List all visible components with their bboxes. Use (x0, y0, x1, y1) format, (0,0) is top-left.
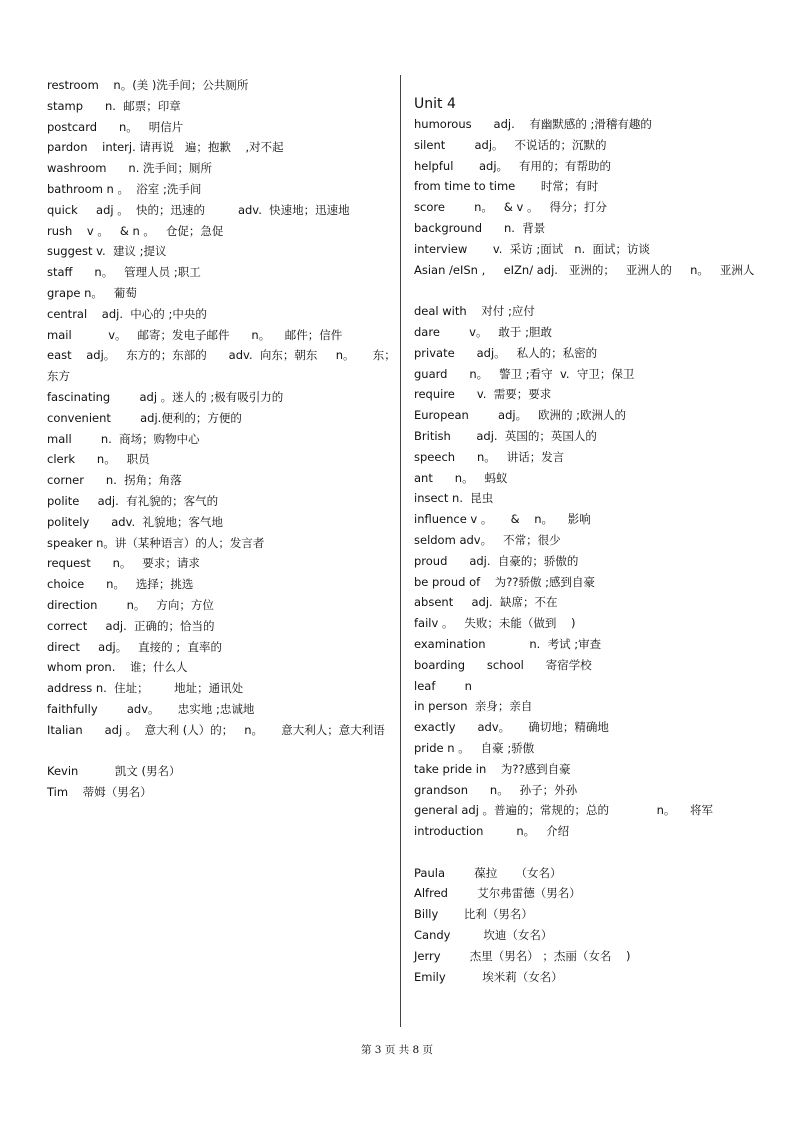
blank-line (414, 842, 754, 863)
vocab-entry: Alfred 艾尔弗雷德（男名） (414, 886, 581, 901)
vocab-entry: address n. 住址； 地址；通讯处 (47, 681, 244, 696)
vocab-entry: dare v。 敢于 ;胆敢 (414, 324, 552, 339)
vocab-entry: introduction n。 介绍 (414, 824, 570, 839)
vocab-entry: Jerry 杰里（男名） ；杰丽（女名 ) (414, 948, 631, 963)
vocab-entry: rush v 。 & n 。 仓促；急促 (47, 223, 224, 238)
vocab-entry: failv 。 失败；未能（做到 ) (414, 616, 576, 631)
vocab-entry: quick adj 。 快的；迅速的 adv. 快速地；迅速地 (47, 202, 350, 217)
vocab-entry: influence v 。 & n。 影响 (414, 512, 591, 527)
vocab-entry: washroom n. 洗手间；厕所 (47, 161, 213, 176)
vocab-entry: silent adj。 不说话的；沉默的 (414, 137, 607, 152)
vocab-entry: Candy 坎迪（女名） (414, 928, 553, 943)
vocab-entry: pride n 。 自豪 ;骄傲 (414, 740, 535, 755)
page-footer: 第 3 页 共 8 页 (360, 1044, 434, 1056)
vocab-entry: choice n。 选择；挑选 (47, 577, 194, 592)
vocab-entry: corner n. 拐角；角落 (47, 473, 182, 488)
vocab-entry: insect n. 昆虫 (414, 491, 494, 506)
column-divider (400, 75, 401, 1027)
vocab-entry: absent adj. 缺席；不在 (414, 595, 558, 610)
vocab-entry: mall n. 商场；购物中心 (47, 431, 200, 446)
vocab-entry: deal with 对付 ;应付 (414, 304, 535, 319)
vocab-entry: suggest v. 建议 ;提议 (47, 244, 167, 259)
vocab-entry: mail v。 邮寄；发电子邮件 n。 邮件；信件 (47, 327, 343, 342)
left-column (47, 75, 396, 803)
vocab-entry: private adj。 私人的；私密的 (414, 345, 598, 360)
vocab-entry: leaf n (414, 678, 472, 693)
vocab-entry: Kevin 凯文 (男名） (47, 764, 181, 779)
vocab-entry: proud adj. 自豪的；骄傲的 (414, 553, 579, 568)
unit-title: Unit 4 (414, 96, 456, 112)
vocab-entry: European adj。 欧洲的 ;欧洲人的 (414, 408, 627, 423)
vocab-entry: from time to time 时常；有时 (414, 179, 599, 194)
vocab-entry: score n。 & v 。 得分；打分 (414, 200, 607, 215)
vocab-entry: Billy 比利（男名） (414, 907, 533, 922)
blank-line (47, 741, 387, 762)
vocab-entry: examination n. 考试 ;审查 (414, 636, 602, 651)
vocab-entry: Paula 葆拉 （女名） (414, 865, 562, 880)
right-column (414, 75, 754, 987)
vocab-entry: in person 亲身；亲自 (414, 699, 533, 714)
vocab-entry: request n。 要求；请求 (47, 556, 200, 571)
vocab-entry: correct adj. 正确的；恰当的 (47, 618, 215, 633)
vocab-entry: seldom adv。 不常；很少 (414, 532, 561, 547)
vocab-entry: humorous adj. 有幽默感的 ;滑稽有趣的 (414, 117, 652, 131)
vocab-entry: guard n。 警卫 ;看守 v. 守卫；保卫 (414, 366, 635, 381)
vocab-entry: interview v. 采访 ;面试 n. 面试；访谈 (414, 241, 650, 256)
vocab-entry: bathroom n 。 浴室 ;洗手间 (47, 181, 202, 196)
vocab-entry: ant n。 蚂蚁 (414, 470, 508, 485)
vocab-entry: require v. 需要；要求 (414, 387, 552, 402)
vocab-entry: grandson n。 孙子；外孙 (414, 782, 578, 797)
vocab-entry: convenient adj.便利的；方便的 (47, 410, 242, 425)
vocab-entry: central adj. 中心的 ;中央的 (47, 306, 207, 321)
vocab-entry: polite adj. 有礼貌的；客气的 (47, 493, 219, 508)
vocab-entry: Italian adj 。 意大利 (人）的； n。 意大利人；意大利语 (47, 722, 385, 737)
vocab-entry: speech n。 讲话；发言 (414, 449, 565, 464)
vocab-entry: faithfully adv。 忠实地 ;忠诚地 (47, 701, 255, 716)
vocab-entry: British adj. 英国的；英国人的 (414, 428, 597, 443)
vocab-entry: east adj。 东方的；东部的 adv. 向东；朝东 n。 东； (47, 348, 396, 363)
vocab-entry: clerk n。 职员 (47, 452, 150, 467)
vocab-entry: Emily 埃米莉（女名） (414, 969, 563, 984)
vocab-entry: take pride in 为??感到自豪 (414, 761, 571, 776)
vocab-entry: helpful adj。 有用的；有帮助的 (414, 158, 611, 173)
vocab-entry: general adj 。普遍的；常规的；总的 n。 将军 (414, 803, 713, 818)
vocab-entry: grape n。 葡萄 (47, 285, 137, 300)
vocab-entry: Tim 蒂姆（男名） (47, 785, 152, 800)
vocab-entry: be proud of 为??骄傲 ;感到自豪 (414, 574, 596, 589)
vocab-entry: direction n。 方向；方位 (47, 597, 214, 612)
vocab-entry: staff n。 管理人员 ;职工 (47, 265, 201, 280)
vocab-entry: postcard n。 明信片 (47, 119, 184, 134)
vocab-entry: speaker n。讲（某种语言）的人；发言者 (47, 535, 265, 550)
vocab-entry: stamp n. 邮票；印章 (47, 98, 181, 113)
vocab-entry: background n. 背景 (414, 220, 546, 235)
vocab-entry: boarding school 寄宿学校 (414, 657, 592, 672)
vocab-entry: whom pron. 谁；什么人 (47, 660, 188, 675)
vocab-entry: exactly adv。 确切地；精确地 (414, 720, 609, 735)
vocab-entry: direct adj。 直接的 ; 直率的 (47, 639, 223, 654)
vocab-entry: pardon interj. 请再说 遍；抱歉 ,对不起 (47, 140, 284, 155)
vocab-entry: restroom n。(美 )洗手间；公共厕所 (47, 78, 249, 92)
vocab-entry: fascinating adj 。迷人的 ;极有吸引力的 (47, 389, 284, 404)
vocab-entry: politely adv. 礼貌地；客气地 (47, 514, 223, 529)
vocab-entry: Asian /eISn , eIZn/ adj. 亚洲的； 亚洲人的 n。 亚洲人 (414, 262, 755, 277)
blank-line (414, 280, 754, 301)
vocab-entry: 东方 (47, 369, 70, 384)
